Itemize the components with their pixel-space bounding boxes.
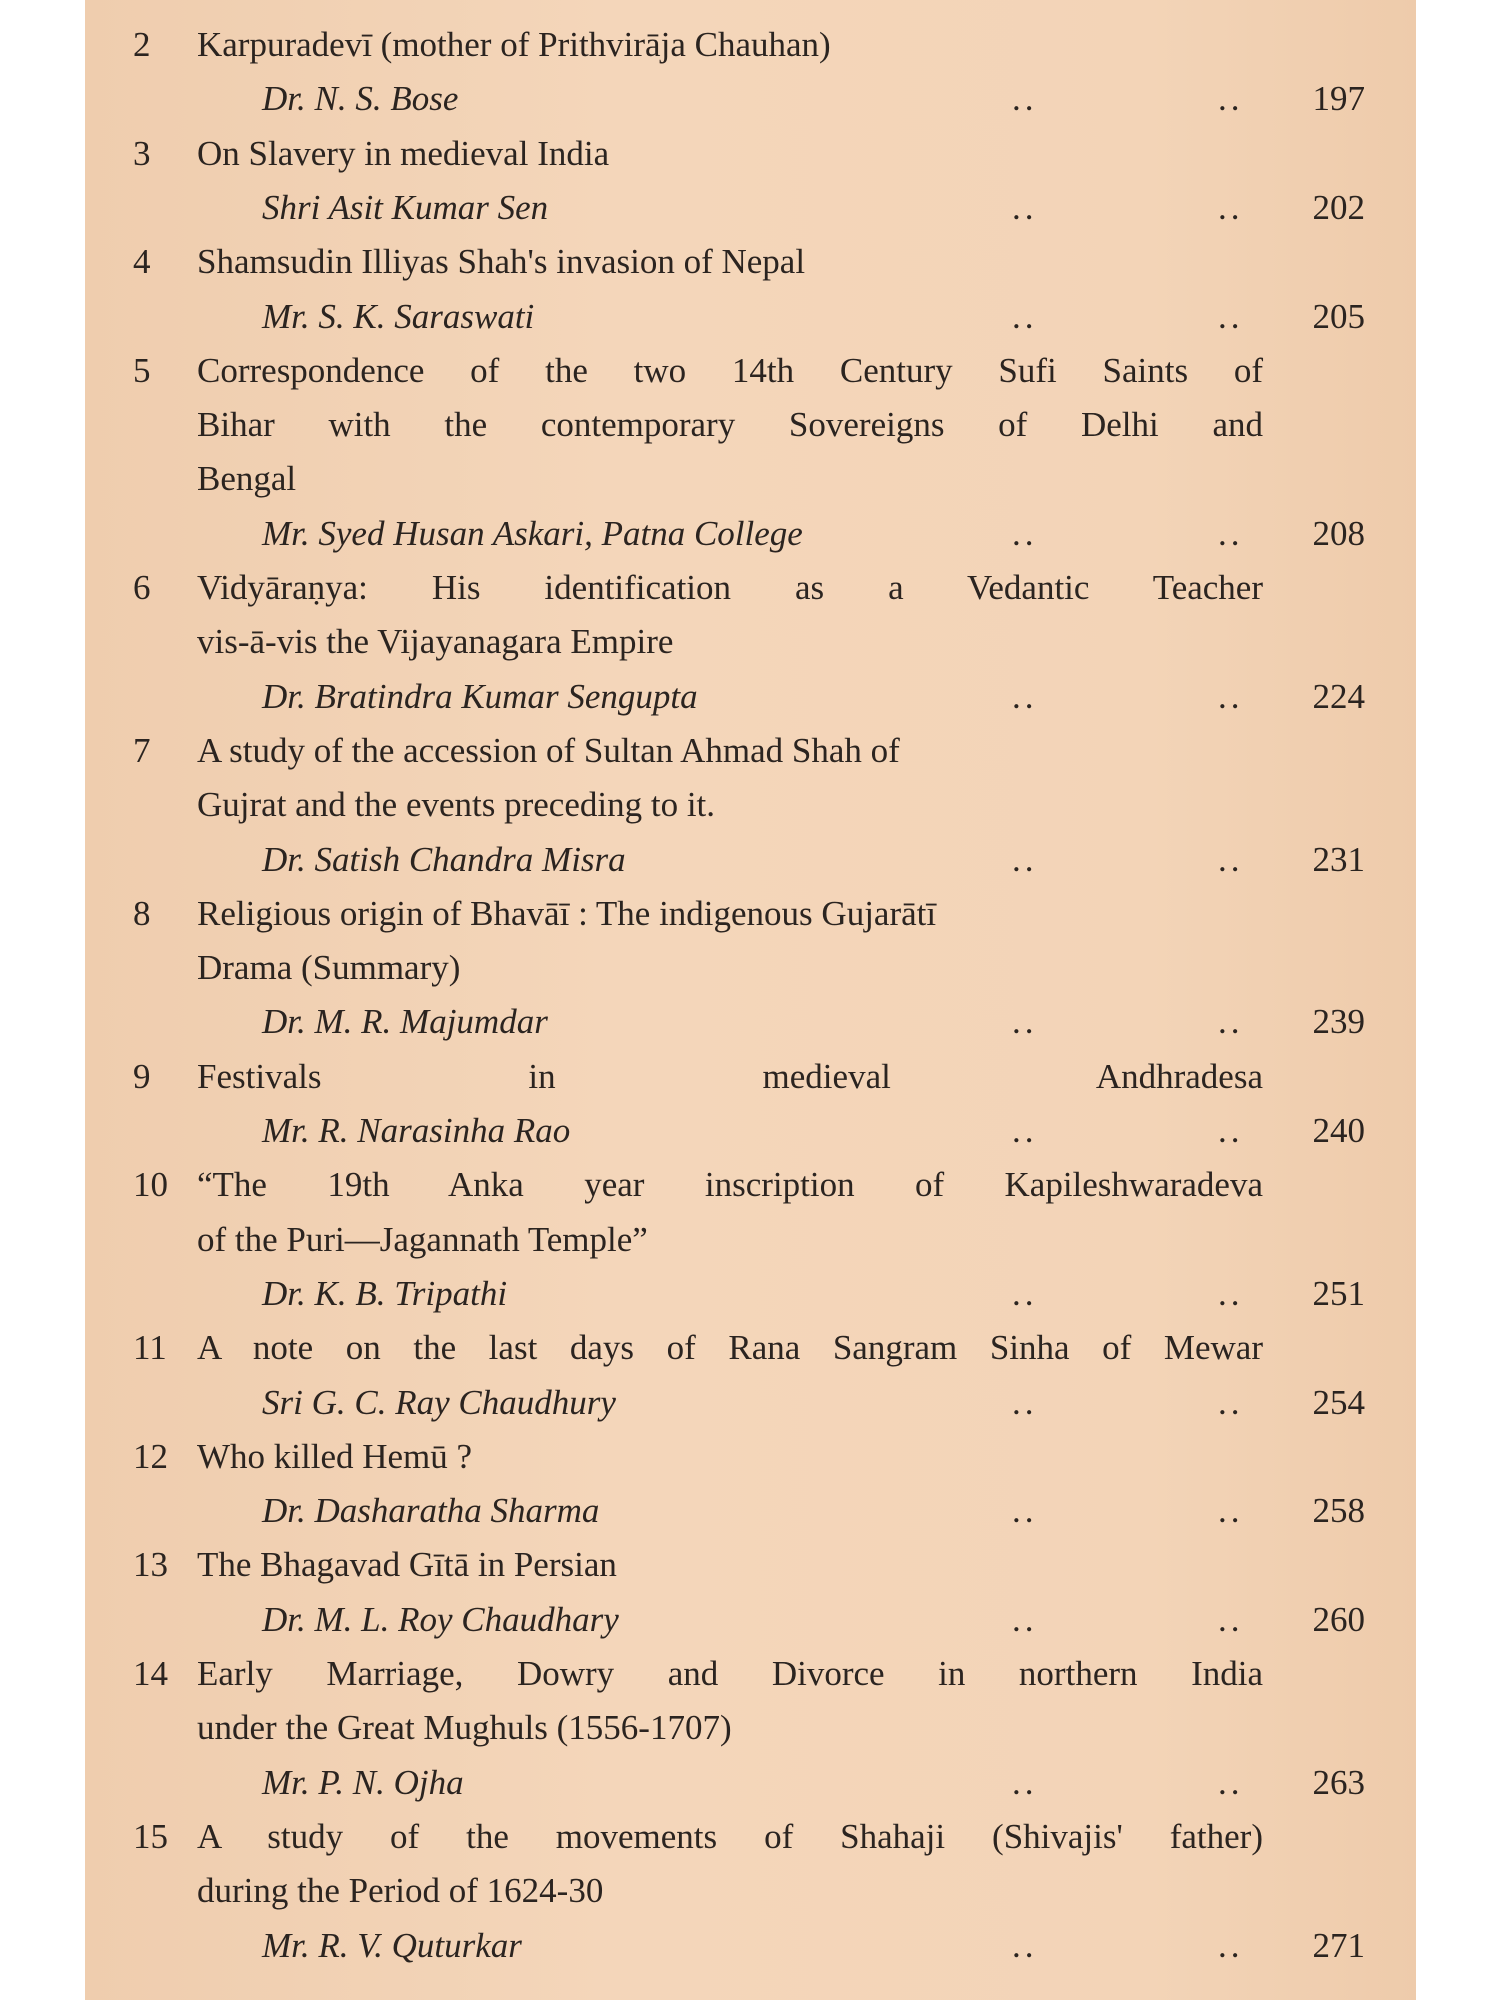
entry-page-number: 258 — [1312, 1491, 1365, 1531]
leader-dots: .. — [1012, 1382, 1038, 1422]
leader-dots: .. — [1218, 1762, 1244, 1802]
leader-dots: .. — [1012, 1762, 1038, 1802]
entry-number: 6 — [133, 568, 151, 607]
leader-dots: .. — [1218, 1382, 1244, 1422]
entry-number: 10 — [133, 1165, 168, 1205]
entry-author: Dr. M. R. Majumdar — [262, 1002, 548, 1042]
entry-title-line: On Slavery in medieval India — [197, 133, 610, 173]
entry-title-line: A study of the movements of Shahaji (Shivajis' father) — [197, 1816, 1263, 1856]
entry-number: 13 — [133, 1545, 168, 1585]
leader-dots: .. — [1218, 676, 1244, 716]
entry-page-number: 231 — [1312, 839, 1365, 879]
entry-title-line: Karpuradevī (mother of Prithvirāja Chauhan) — [197, 25, 831, 64]
entry-author: Mr. P. N. Ojha — [262, 1762, 464, 1802]
entry-number: 15 — [133, 1816, 168, 1856]
entry-number: 14 — [133, 1654, 168, 1693]
entry-title-line: during the Period of 1624-30 — [197, 1871, 604, 1911]
leader-dots: .. — [1218, 1491, 1244, 1531]
entry-title-line: Bihar with the contemporary Sovereigns of Delhi and — [197, 405, 1263, 445]
entry-title-line: Drama (Summary) — [197, 948, 461, 988]
entry-author: Dr. K. B. Tripathi — [262, 1273, 508, 1313]
entry-title-line: vis-ā-vis the Vijayanagara Empire — [197, 622, 674, 662]
entry-page-number: 208 — [1312, 513, 1365, 553]
entry-page-number: 224 — [1312, 676, 1365, 716]
entry-title-line: Correspondence of the two 14th Century Sufi Saints of — [197, 350, 1263, 390]
leader-dots: .. — [1218, 296, 1244, 336]
leader-dots: .. — [1012, 676, 1038, 716]
entry-page-number: 271 — [1312, 1925, 1365, 1965]
entry-page-number: 239 — [1312, 1002, 1365, 1042]
entry-author: Dr. N. S. Bose — [262, 79, 459, 119]
leader-dots: .. — [1218, 1273, 1244, 1313]
entry-title-line: Religious origin of Bhavāī : The indigenous Gujarātī — [197, 893, 937, 933]
entry-title-line: “The 19th Anka year inscription of Kapileshwaradeva — [197, 1165, 1263, 1205]
entry-title-line: Bengal — [197, 459, 297, 499]
leader-dots: .. — [1012, 1002, 1038, 1042]
entry-title-line: Early Marriage, Dowry and Divorce in northern India — [197, 1654, 1263, 1693]
entry-number: 7 — [133, 730, 151, 770]
entry-author: Mr. S. K. Saraswati — [262, 296, 535, 336]
entry-author: Mr. Syed Husan Askari, Patna College — [262, 513, 803, 553]
entry-page-number: 251 — [1312, 1273, 1365, 1313]
entry-title-line: A study of the accession of Sultan Ahmad Shah of — [197, 730, 900, 770]
entry-author: Dr. Bratindra Kumar Sengupta — [262, 676, 698, 716]
entry-page-number: 240 — [1312, 1111, 1365, 1150]
entry-number: 5 — [133, 350, 151, 390]
leader-dots: .. — [1012, 296, 1038, 336]
entry-number: 11 — [133, 1328, 167, 1368]
entry-number: 9 — [133, 1056, 151, 1096]
leader-dots: .. — [1012, 187, 1038, 227]
entry-title-line: under the Great Mughuls (1556-1707) — [197, 1708, 732, 1748]
leader-dots: .. — [1218, 513, 1244, 553]
leader-dots: .. — [1218, 1925, 1244, 1965]
entry-page-number: 205 — [1312, 296, 1365, 336]
entry-page-number: 254 — [1312, 1382, 1365, 1422]
entry-page-number: 263 — [1312, 1762, 1365, 1802]
leader-dots: .. — [1218, 1002, 1244, 1042]
entry-page-number: 197 — [1312, 79, 1365, 119]
entry-author: Shri Asit Kumar Sen — [262, 187, 549, 227]
leader-dots: .. — [1218, 187, 1244, 227]
entry-number: 2 — [133, 25, 151, 64]
leader-dots: .. — [1012, 1599, 1038, 1639]
leader-dots: .. — [1012, 1491, 1038, 1531]
leader-dots: .. — [1218, 1111, 1244, 1150]
entry-author: Mr. R. V. Quturkar — [262, 1925, 522, 1965]
entry-author: Dr. M. L. Roy Chaudhary — [262, 1599, 619, 1639]
entry-title-line: of the Puri—Jagannath Temple” — [197, 1219, 648, 1259]
entry-page-number: 260 — [1312, 1599, 1365, 1639]
entry-title-line: Vidyāraṇya: His identification as a Vedantic Teacher — [197, 568, 1263, 607]
leader-dots: .. — [1012, 839, 1038, 879]
entry-author: Dr. Dasharatha Sharma — [262, 1491, 600, 1531]
entry-title-line: The Bhagavad Gītā in Persian — [197, 1545, 617, 1585]
book-page — [85, 0, 1416, 2000]
entry-title-line: Gujrat and the events preceding to it. — [197, 785, 716, 825]
entry-number: 4 — [133, 242, 151, 282]
entry-number: 8 — [133, 893, 151, 933]
entry-title-line: Who killed Hemū ? — [197, 1436, 473, 1476]
leader-dots: .. — [1218, 79, 1244, 119]
entry-author: Mr. R. Narasinha Rao — [262, 1111, 571, 1150]
leader-dots: .. — [1012, 79, 1038, 119]
entry-number: 3 — [133, 133, 151, 173]
leader-dots: .. — [1012, 513, 1038, 553]
entry-title-line: A note on the last days of Rana Sangram Sinha of Mewar — [197, 1328, 1263, 1368]
entry-title-line: Festivals in medieval Andhradesa — [197, 1056, 1263, 1096]
entry-author: Sri G. C. Ray Chaudhury — [262, 1382, 616, 1422]
leader-dots: .. — [1218, 839, 1244, 879]
entry-author: Dr. Satish Chandra Misra — [262, 839, 626, 879]
leader-dots: .. — [1218, 1599, 1244, 1639]
leader-dots: .. — [1012, 1925, 1038, 1965]
leader-dots: .. — [1012, 1273, 1038, 1313]
entry-page-number: 202 — [1312, 187, 1365, 227]
entry-number: 12 — [133, 1436, 168, 1476]
leader-dots: .. — [1012, 1111, 1038, 1150]
entry-title-line: Shamsudin Illiyas Shah's invasion of Nepal — [197, 242, 806, 282]
